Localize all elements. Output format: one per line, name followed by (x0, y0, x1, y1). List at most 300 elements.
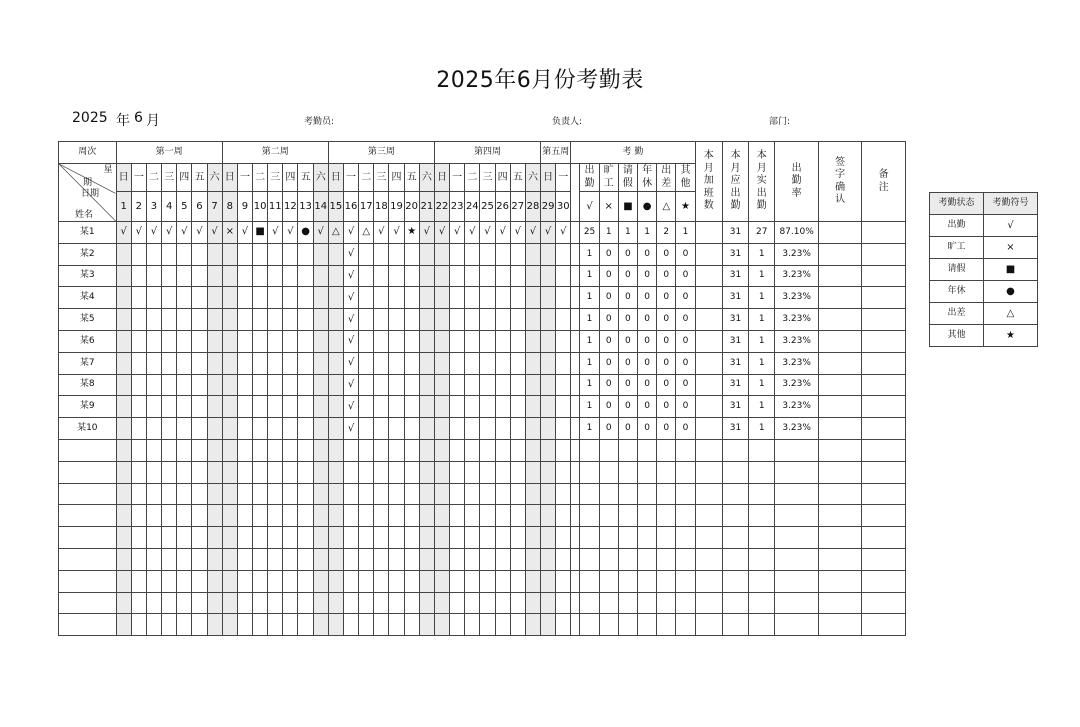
attendance-mark[interactable] (465, 309, 480, 331)
empty-cell[interactable] (775, 527, 818, 549)
attendance-mark[interactable]: √ (162, 222, 177, 244)
attendance-mark[interactable] (374, 614, 389, 636)
attendance-mark[interactable] (450, 461, 465, 483)
attendance-mark[interactable] (556, 570, 571, 592)
attendance-mark[interactable] (131, 396, 146, 418)
attendance-mark[interactable] (480, 265, 495, 287)
attendance-mark[interactable] (404, 461, 419, 483)
attendance-mark[interactable] (177, 439, 192, 461)
attendance-mark[interactable] (510, 418, 525, 440)
attendance-mark[interactable] (480, 483, 495, 505)
attendance-mark[interactable] (510, 243, 525, 265)
empty-cell[interactable] (618, 505, 637, 527)
empty-cell[interactable] (722, 527, 748, 549)
attendance-mark[interactable] (207, 439, 222, 461)
attendance-mark[interactable] (359, 505, 374, 527)
attendance-mark[interactable] (298, 505, 313, 527)
attendance-mark[interactable] (328, 330, 343, 352)
attendance-mark[interactable]: √ (283, 222, 298, 244)
overtime-value[interactable] (695, 243, 722, 265)
attendance-mark[interactable] (450, 418, 465, 440)
attendance-mark[interactable] (253, 570, 268, 592)
empty-cell[interactable] (862, 439, 906, 461)
attendance-mark[interactable] (404, 614, 419, 636)
attendance-mark[interactable] (131, 592, 146, 614)
attendance-mark[interactable] (450, 374, 465, 396)
attendance-mark[interactable] (556, 483, 571, 505)
attendance-mark[interactable] (146, 548, 161, 570)
attendance-mark[interactable] (374, 592, 389, 614)
overtime-value[interactable] (695, 330, 722, 352)
attendance-mark[interactable] (268, 570, 283, 592)
attendance-mark[interactable] (495, 570, 510, 592)
empty-cell[interactable] (618, 483, 637, 505)
attendance-mark[interactable] (298, 309, 313, 331)
attendance-mark[interactable] (146, 243, 161, 265)
attendance-mark[interactable] (116, 505, 131, 527)
attendance-mark[interactable] (298, 527, 313, 549)
attendance-mark[interactable] (525, 592, 540, 614)
attendance-mark[interactable] (465, 483, 480, 505)
attendance-mark[interactable]: √ (343, 265, 358, 287)
attendance-mark[interactable] (328, 309, 343, 331)
empty-cell[interactable] (749, 592, 775, 614)
attendance-mark[interactable] (313, 287, 328, 309)
attendance-mark[interactable] (419, 461, 434, 483)
attendance-mark[interactable] (192, 309, 207, 331)
attendance-mark[interactable]: √ (343, 222, 358, 244)
attendance-mark[interactable] (510, 330, 525, 352)
attendance-mark[interactable] (525, 330, 540, 352)
attendance-mark[interactable] (510, 505, 525, 527)
attendance-mark[interactable] (253, 483, 268, 505)
empty-cell[interactable] (657, 505, 676, 527)
attendance-mark[interactable] (328, 352, 343, 374)
attendance-mark[interactable]: √ (146, 222, 161, 244)
remark-cell[interactable] (862, 418, 906, 440)
attendance-mark[interactable] (268, 483, 283, 505)
attendance-mark[interactable] (389, 352, 404, 374)
attendance-mark[interactable] (480, 374, 495, 396)
attendance-mark[interactable] (450, 287, 465, 309)
attendance-mark[interactable] (374, 483, 389, 505)
attendance-mark[interactable] (313, 439, 328, 461)
attendance-mark[interactable] (328, 505, 343, 527)
attendance-mark[interactable] (328, 287, 343, 309)
attendance-mark[interactable]: √ (465, 222, 480, 244)
attendance-mark[interactable] (419, 243, 434, 265)
attendance-mark[interactable] (192, 374, 207, 396)
attendance-mark[interactable] (541, 548, 556, 570)
attendance-mark[interactable] (541, 592, 556, 614)
attendance-mark[interactable] (480, 330, 495, 352)
attendance-mark[interactable] (389, 527, 404, 549)
attendance-mark[interactable] (510, 352, 525, 374)
attendance-mark[interactable] (525, 461, 540, 483)
attendance-mark[interactable] (313, 418, 328, 440)
attendance-mark[interactable] (146, 505, 161, 527)
attendance-mark[interactable] (556, 243, 571, 265)
empty-cell[interactable] (580, 505, 599, 527)
attendance-mark[interactable] (207, 548, 222, 570)
attendance-mark[interactable] (328, 265, 343, 287)
attendance-mark[interactable] (374, 570, 389, 592)
empty-cell[interactable] (775, 614, 818, 636)
remark-cell[interactable] (862, 265, 906, 287)
attendance-mark[interactable] (146, 265, 161, 287)
attendance-mark[interactable]: √ (131, 222, 146, 244)
attendance-mark[interactable] (177, 418, 192, 440)
attendance-mark[interactable] (495, 309, 510, 331)
attendance-mark[interactable] (510, 527, 525, 549)
attendance-mark[interactable] (116, 309, 131, 331)
attendance-mark[interactable] (495, 505, 510, 527)
attendance-mark[interactable] (480, 309, 495, 331)
attendance-mark[interactable] (253, 439, 268, 461)
attendance-mark[interactable] (359, 570, 374, 592)
attendance-mark[interactable]: √ (343, 243, 358, 265)
attendance-mark[interactable]: √ (541, 222, 556, 244)
attendance-mark[interactable] (404, 570, 419, 592)
attendance-mark[interactable] (162, 592, 177, 614)
attendance-mark[interactable] (131, 418, 146, 440)
attendance-mark[interactable] (328, 570, 343, 592)
attendance-mark[interactable] (359, 483, 374, 505)
attendance-mark[interactable] (237, 352, 252, 374)
attendance-mark[interactable] (131, 439, 146, 461)
remark-cell[interactable] (862, 374, 906, 396)
attendance-mark[interactable] (268, 243, 283, 265)
attendance-mark[interactable] (177, 548, 192, 570)
attendance-mark[interactable] (328, 483, 343, 505)
attendance-mark[interactable] (222, 439, 237, 461)
attendance-mark[interactable] (192, 548, 207, 570)
attendance-mark[interactable] (525, 418, 540, 440)
attendance-mark[interactable] (419, 614, 434, 636)
empty-cell[interactable] (722, 548, 748, 570)
signature-cell[interactable] (818, 287, 861, 309)
attendance-mark[interactable] (556, 374, 571, 396)
empty-cell[interactable] (862, 592, 906, 614)
attendance-mark[interactable] (162, 461, 177, 483)
attendance-mark[interactable] (450, 592, 465, 614)
attendance-mark[interactable] (404, 352, 419, 374)
attendance-mark[interactable] (268, 592, 283, 614)
attendance-mark[interactable] (480, 614, 495, 636)
overtime-value[interactable] (695, 352, 722, 374)
attendance-mark[interactable] (495, 265, 510, 287)
attendance-mark[interactable] (359, 439, 374, 461)
attendance-mark[interactable] (419, 439, 434, 461)
attendance-mark[interactable] (192, 265, 207, 287)
employee-name[interactable] (59, 483, 117, 505)
attendance-mark[interactable] (162, 330, 177, 352)
attendance-mark[interactable] (237, 505, 252, 527)
empty-cell[interactable] (618, 548, 637, 570)
attendance-mark[interactable]: √ (343, 309, 358, 331)
empty-cell[interactable] (775, 461, 818, 483)
attendance-mark[interactable] (313, 309, 328, 331)
attendance-mark[interactable] (207, 309, 222, 331)
attendance-mark[interactable] (207, 352, 222, 374)
attendance-mark[interactable] (313, 396, 328, 418)
empty-cell[interactable] (775, 505, 818, 527)
attendance-mark[interactable] (253, 527, 268, 549)
attendance-mark[interactable] (177, 527, 192, 549)
attendance-mark[interactable] (298, 374, 313, 396)
attendance-mark[interactable] (177, 265, 192, 287)
empty-cell[interactable] (749, 461, 775, 483)
attendance-mark[interactable] (207, 418, 222, 440)
empty-cell[interactable] (862, 483, 906, 505)
attendance-mark[interactable]: √ (389, 222, 404, 244)
empty-cell[interactable] (722, 570, 748, 592)
empty-cell[interactable] (638, 592, 657, 614)
attendance-mark[interactable] (298, 352, 313, 374)
attendance-mark[interactable] (207, 592, 222, 614)
signature-cell[interactable] (818, 352, 861, 374)
remark-cell[interactable] (862, 396, 906, 418)
empty-cell[interactable] (749, 527, 775, 549)
attendance-mark[interactable] (359, 374, 374, 396)
attendance-mark[interactable] (343, 570, 358, 592)
attendance-mark[interactable] (419, 374, 434, 396)
attendance-mark[interactable] (162, 396, 177, 418)
attendance-mark[interactable] (146, 570, 161, 592)
attendance-mark[interactable] (162, 527, 177, 549)
attendance-mark[interactable] (480, 461, 495, 483)
attendance-mark[interactable] (450, 483, 465, 505)
empty-cell[interactable] (695, 483, 722, 505)
attendance-mark[interactable]: △ (328, 222, 343, 244)
attendance-mark[interactable] (253, 396, 268, 418)
attendance-mark[interactable] (222, 570, 237, 592)
attendance-mark[interactable] (328, 374, 343, 396)
attendance-mark[interactable] (177, 352, 192, 374)
attendance-mark[interactable] (207, 505, 222, 527)
attendance-mark[interactable] (359, 461, 374, 483)
attendance-mark[interactable] (419, 418, 434, 440)
attendance-mark[interactable] (510, 396, 525, 418)
attendance-mark[interactable] (237, 309, 252, 331)
empty-cell[interactable] (818, 570, 861, 592)
attendance-mark[interactable] (465, 396, 480, 418)
empty-cell[interactable] (618, 461, 637, 483)
attendance-mark[interactable] (465, 527, 480, 549)
attendance-mark[interactable] (298, 614, 313, 636)
attendance-mark[interactable] (450, 505, 465, 527)
attendance-mark[interactable] (222, 243, 237, 265)
attendance-mark[interactable] (162, 570, 177, 592)
attendance-mark[interactable] (131, 309, 146, 331)
attendance-mark[interactable] (556, 548, 571, 570)
empty-cell[interactable] (862, 548, 906, 570)
attendance-mark[interactable] (525, 352, 540, 374)
attendance-mark[interactable] (495, 287, 510, 309)
attendance-mark[interactable] (495, 461, 510, 483)
attendance-mark[interactable] (495, 614, 510, 636)
attendance-mark[interactable] (162, 439, 177, 461)
empty-cell[interactable] (657, 570, 676, 592)
attendance-mark[interactable] (283, 483, 298, 505)
attendance-mark[interactable] (116, 570, 131, 592)
attendance-mark[interactable] (192, 418, 207, 440)
attendance-mark[interactable] (207, 483, 222, 505)
attendance-mark[interactable] (389, 330, 404, 352)
empty-cell[interactable] (657, 439, 676, 461)
attendance-mark[interactable] (374, 265, 389, 287)
attendance-mark[interactable] (146, 527, 161, 549)
attendance-mark[interactable] (131, 461, 146, 483)
attendance-mark[interactable] (374, 461, 389, 483)
employee-name[interactable] (59, 439, 117, 461)
attendance-mark[interactable] (192, 461, 207, 483)
attendance-mark[interactable] (434, 330, 449, 352)
attendance-mark[interactable] (525, 483, 540, 505)
attendance-mark[interactable] (177, 330, 192, 352)
attendance-mark[interactable]: √ (343, 330, 358, 352)
empty-cell[interactable] (862, 505, 906, 527)
attendance-mark[interactable] (374, 287, 389, 309)
empty-cell[interactable] (818, 548, 861, 570)
attendance-mark[interactable] (343, 461, 358, 483)
attendance-mark[interactable] (298, 243, 313, 265)
attendance-mark[interactable] (450, 309, 465, 331)
attendance-mark[interactable] (434, 570, 449, 592)
employee-name[interactable] (59, 527, 117, 549)
empty-cell[interactable] (580, 483, 599, 505)
attendance-mark[interactable] (404, 330, 419, 352)
attendance-mark[interactable] (419, 287, 434, 309)
employee-name[interactable] (59, 570, 117, 592)
signature-cell[interactable] (818, 222, 861, 244)
attendance-mark[interactable] (237, 418, 252, 440)
attendance-mark[interactable] (313, 570, 328, 592)
attendance-mark[interactable] (541, 505, 556, 527)
attendance-mark[interactable] (434, 374, 449, 396)
empty-cell[interactable] (599, 592, 618, 614)
empty-cell[interactable] (580, 592, 599, 614)
attendance-mark[interactable] (510, 614, 525, 636)
attendance-mark[interactable] (116, 374, 131, 396)
attendance-mark[interactable]: √ (313, 222, 328, 244)
attendance-mark[interactable] (192, 439, 207, 461)
empty-cell[interactable] (749, 614, 775, 636)
attendance-mark[interactable] (253, 330, 268, 352)
signature-cell[interactable] (818, 330, 861, 352)
attendance-mark[interactable] (374, 396, 389, 418)
attendance-mark[interactable] (495, 243, 510, 265)
attendance-mark[interactable]: √ (556, 222, 571, 244)
empty-cell[interactable] (749, 483, 775, 505)
attendance-mark[interactable] (404, 592, 419, 614)
attendance-mark[interactable] (480, 548, 495, 570)
attendance-mark[interactable] (419, 527, 434, 549)
attendance-mark[interactable] (268, 614, 283, 636)
attendance-mark[interactable] (253, 505, 268, 527)
attendance-mark[interactable] (480, 418, 495, 440)
empty-cell[interactable] (749, 548, 775, 570)
attendance-mark[interactable] (541, 614, 556, 636)
attendance-mark[interactable] (359, 330, 374, 352)
attendance-mark[interactable] (222, 527, 237, 549)
attendance-mark[interactable]: ■ (253, 222, 268, 244)
attendance-mark[interactable] (541, 287, 556, 309)
attendance-mark[interactable] (116, 396, 131, 418)
attendance-mark[interactable] (253, 243, 268, 265)
employee-name[interactable] (59, 461, 117, 483)
attendance-mark[interactable] (419, 505, 434, 527)
attendance-mark[interactable] (359, 548, 374, 570)
attendance-mark[interactable] (465, 505, 480, 527)
attendance-mark[interactable] (313, 243, 328, 265)
empty-cell[interactable] (676, 527, 695, 549)
attendance-mark[interactable] (359, 614, 374, 636)
attendance-mark[interactable] (177, 614, 192, 636)
empty-cell[interactable] (818, 592, 861, 614)
attendance-mark[interactable] (268, 527, 283, 549)
attendance-mark[interactable] (313, 483, 328, 505)
attendance-mark[interactable] (298, 287, 313, 309)
overtime-value[interactable] (695, 309, 722, 331)
attendance-mark[interactable] (313, 505, 328, 527)
empty-cell[interactable] (695, 505, 722, 527)
attendance-mark[interactable] (146, 418, 161, 440)
empty-cell[interactable] (775, 439, 818, 461)
empty-cell[interactable] (599, 570, 618, 592)
empty-cell[interactable] (818, 505, 861, 527)
attendance-mark[interactable] (556, 396, 571, 418)
attendance-mark[interactable] (146, 483, 161, 505)
attendance-mark[interactable]: √ (207, 222, 222, 244)
attendance-mark[interactable] (237, 396, 252, 418)
attendance-mark[interactable] (541, 352, 556, 374)
empty-cell[interactable] (580, 548, 599, 570)
empty-cell[interactable] (580, 570, 599, 592)
empty-cell[interactable] (618, 439, 637, 461)
attendance-mark[interactable] (237, 439, 252, 461)
attendance-mark[interactable]: √ (192, 222, 207, 244)
attendance-mark[interactable] (434, 352, 449, 374)
attendance-mark[interactable] (510, 461, 525, 483)
attendance-mark[interactable] (419, 396, 434, 418)
attendance-mark[interactable] (328, 439, 343, 461)
empty-cell[interactable] (599, 548, 618, 570)
attendance-mark[interactable] (434, 592, 449, 614)
attendance-mark[interactable] (177, 309, 192, 331)
attendance-mark[interactable] (525, 396, 540, 418)
attendance-mark[interactable] (283, 505, 298, 527)
attendance-mark[interactable] (192, 352, 207, 374)
empty-cell[interactable] (695, 439, 722, 461)
attendance-mark[interactable] (419, 352, 434, 374)
attendance-mark[interactable] (389, 309, 404, 331)
attendance-mark[interactable] (480, 570, 495, 592)
attendance-mark[interactable] (404, 396, 419, 418)
attendance-mark[interactable] (116, 548, 131, 570)
attendance-mark[interactable]: √ (237, 222, 252, 244)
attendance-mark[interactable] (419, 548, 434, 570)
attendance-mark[interactable] (465, 592, 480, 614)
attendance-mark[interactable] (525, 548, 540, 570)
empty-cell[interactable] (599, 483, 618, 505)
attendance-mark[interactable] (480, 439, 495, 461)
remark-cell[interactable] (862, 330, 906, 352)
attendance-mark[interactable] (374, 243, 389, 265)
attendance-mark[interactable] (465, 461, 480, 483)
attendance-mark[interactable] (404, 287, 419, 309)
attendance-mark[interactable] (268, 352, 283, 374)
